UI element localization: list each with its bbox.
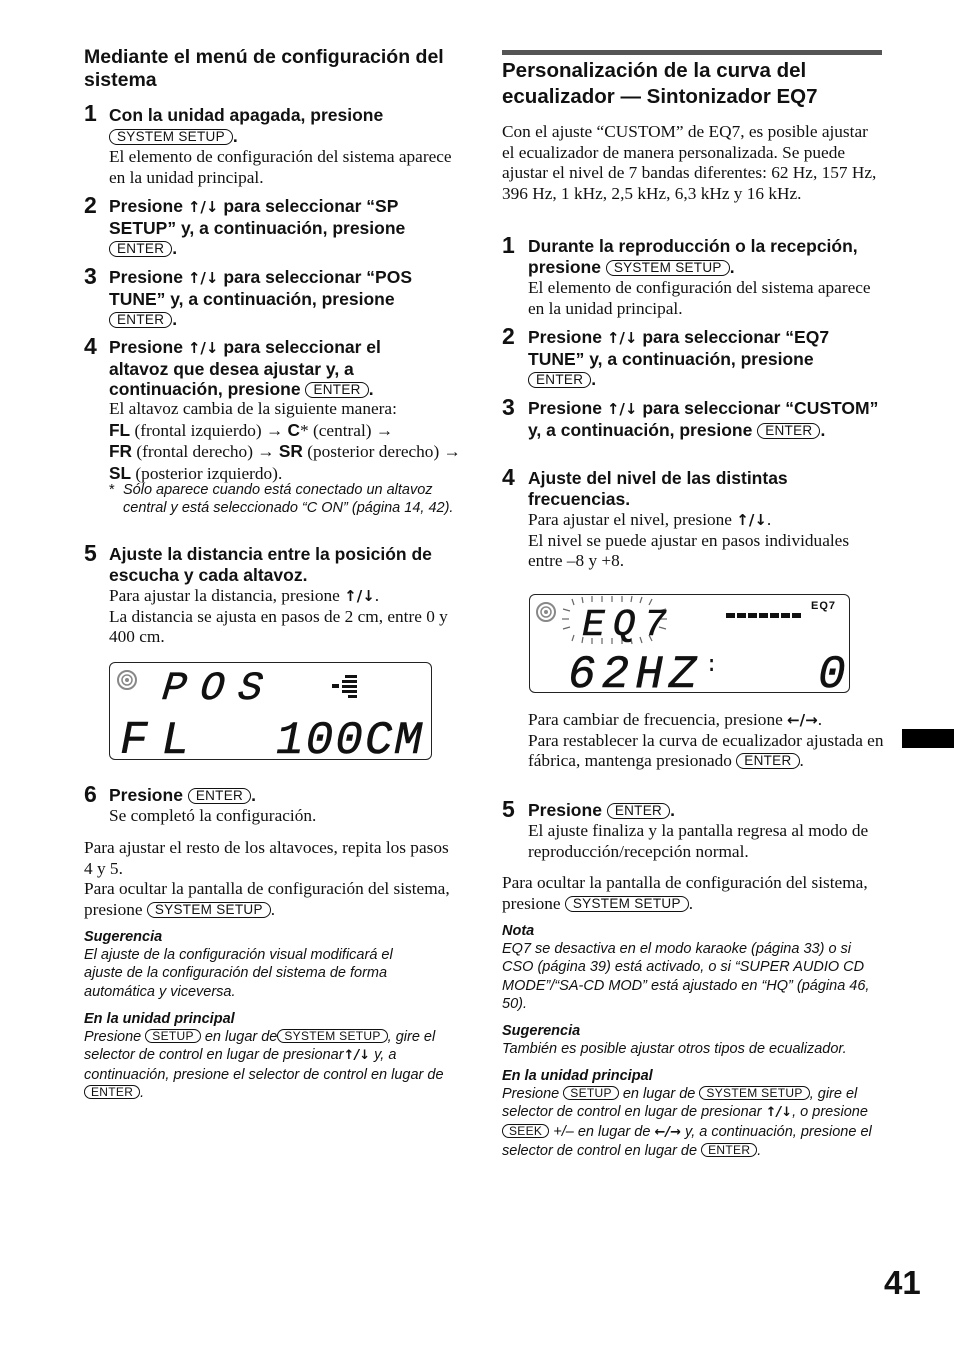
tip-heading: Sugerencia	[84, 929, 163, 945]
step-body: El ajuste finaliza y la pantalla regresa al modo de reproducción/recepción normal.	[528, 821, 869, 861]
unit-part: , o presione	[792, 1104, 868, 1121]
up-down-arrows-icon: ↑/↓	[343, 1048, 371, 1064]
left-right-arrows-icon: ←/→	[787, 711, 818, 729]
up-down-arrows-icon: ↑/↓	[344, 587, 375, 605]
step-title: Ajuste del nivel de las distintas frecuencias.	[528, 468, 788, 509]
step-number: 4	[84, 333, 97, 359]
unit-part: en lugar de	[622, 1086, 696, 1102]
note-heading: Nota	[502, 923, 535, 939]
step-punct: .	[232, 125, 238, 146]
step-number: 2	[84, 192, 97, 218]
paragraph	[84, 879, 459, 920]
step-title: Ajuste la distancia entre la posición de escucha y cada altavoz.	[109, 544, 432, 585]
step-punct: .	[817, 710, 823, 729]
section-heading: Personalización de la curva del ecualizador — Sintonizador EQ7	[502, 59, 818, 108]
step-punct: .	[820, 419, 826, 440]
step-number: 4	[502, 464, 515, 490]
dash-bars-icon	[726, 613, 801, 618]
system-setup-key: SYSTEM SETUP	[147, 902, 271, 918]
step-text: Presione	[528, 398, 602, 418]
step-text: Presione	[528, 800, 602, 820]
sequence-arrow: →	[375, 420, 394, 440]
step-title	[109, 785, 256, 806]
speaker-desc: (frontal izquierdo)	[134, 420, 262, 440]
step-text: Durante la reproducción o la recepción, presione	[528, 236, 858, 277]
up-down-arrows-icon: ↑/↓	[736, 511, 767, 529]
step-text: Para restablecer la curva de ecualizador ajustada en fábrica, mantenga presionado	[528, 730, 884, 770]
lcd-line-2-right: 0	[818, 649, 846, 692]
step-text: para seleccionar “CUSTOM” y, a continuación, presione	[528, 398, 879, 440]
step-text: para seleccionar “EQ7 TUNE” y, a continuación, presione	[528, 327, 830, 369]
unit-part: , gire el selector de control en lugar de presionar	[84, 1029, 436, 1064]
unit-part: Presione	[84, 1029, 142, 1045]
unit-part: y, a continuación, presione el selector de control en lugar de	[502, 1123, 872, 1159]
system-setup-key: SYSTEM SETUP	[606, 260, 730, 276]
step-body: El elemento de configuración del sistema aparece en la unidad principal.	[528, 278, 871, 318]
step-text: para seleccionar “SP SETUP” y, a continuación, presione	[109, 196, 406, 238]
step-text: Presione	[109, 337, 183, 357]
enter-key: ENTER	[607, 803, 670, 819]
enter-key: ENTER	[701, 1143, 757, 1157]
step-text: Con la unidad apagada, presione	[109, 105, 384, 125]
speaker-desc: * (central)	[300, 420, 372, 440]
step-text: Para ajustar la distancia, presione	[109, 586, 340, 605]
speaker-desc: (frontal derecho)	[136, 442, 253, 461]
speaker-desc: (posterior izquierdo).	[135, 463, 283, 483]
tip-text: También es posible ajustar otros tipos de ecualizador.	[502, 1041, 847, 1057]
up-down-arrows-icon: ↑/↓	[606, 400, 638, 418]
sequence-arrow: →	[265, 420, 284, 440]
unit-part: +/– en lugar de	[553, 1123, 651, 1140]
up-down-arrows-icon: ↑/↓	[187, 339, 219, 357]
lcd-line-1: POS	[159, 667, 279, 712]
step-text: para seleccionar el altavoz que desea ajustar y, a continuación, presione	[109, 337, 381, 399]
enter-key: ENTER	[109, 241, 172, 257]
unit-part: Presione	[502, 1086, 560, 1102]
step-title	[109, 196, 459, 259]
unit-part: .	[140, 1084, 145, 1101]
seek-key: SEEK	[502, 1124, 549, 1138]
step-body	[109, 586, 467, 648]
step-number: 2	[502, 323, 515, 349]
speaker-code: SL	[109, 462, 132, 483]
lcd-line-1: EQ7	[582, 604, 675, 647]
system-setup-key: SYSTEM SETUP	[565, 896, 689, 912]
enter-key: ENTER	[757, 423, 820, 439]
enter-key: ENTER	[528, 372, 591, 388]
step-text: Presione	[109, 785, 183, 805]
step-punct: .	[374, 586, 380, 605]
step-number: 5	[84, 540, 97, 566]
step-number: 5	[502, 796, 515, 822]
system-setup-key: SYSTEM SETUP	[699, 1086, 809, 1100]
unit-part: en lugar de	[204, 1029, 278, 1045]
setup-key: SETUP	[145, 1029, 201, 1043]
up-down-arrows-icon: ↑/↓	[606, 329, 638, 347]
page-number: 41	[884, 1264, 921, 1301]
step-text: para seleccionar “POS TUNE” y, a continuación, presione	[109, 267, 413, 309]
disc-icon	[537, 603, 555, 621]
step-punct: .	[172, 238, 178, 258]
up-down-arrows-icon: ↑/↓	[765, 1105, 793, 1121]
tip-text: El ajuste de la configuración visual modificará el ajuste de la configuración del sistema de forma automática y viceversa.	[84, 947, 393, 1000]
unit-heading: En la unidad principal	[502, 1068, 653, 1084]
speaker-code: FR	[109, 441, 133, 461]
tip-heading: Sugerencia	[502, 1023, 581, 1039]
setup-key: SETUP	[563, 1086, 619, 1100]
step-number: 3	[502, 394, 515, 420]
sequence-arrow: →	[257, 442, 275, 461]
step-text: Presione	[109, 267, 183, 287]
step-title	[109, 337, 419, 400]
step-title	[109, 105, 469, 146]
enter-key: ENTER	[736, 753, 799, 769]
step-text: Para ajustar el nivel, presione	[528, 510, 732, 529]
para-text: Para ocultar la pantalla de configuración del sistema, presione	[84, 879, 450, 919]
step-punct: .	[368, 379, 374, 399]
system-setup-key: SYSTEM SETUP	[277, 1029, 387, 1043]
heading-rule	[502, 50, 882, 55]
step-number: 6	[84, 781, 97, 807]
step-title	[528, 800, 675, 821]
lcd-colon: :	[705, 653, 719, 678]
left-right-arrows-icon: ←/→	[654, 1124, 681, 1140]
section-heading: Mediante el menú de configuración del sistema	[84, 46, 444, 91]
step-text: Presione	[528, 327, 602, 347]
unit-text	[502, 1085, 882, 1160]
step-text: Para cambiar de frecuencia, presione	[528, 710, 783, 729]
step-text: El nivel se puede ajustar en pasos individuales entre –8 y +8.	[528, 530, 850, 570]
unit-part: , gire el selector de control en lugar de presionar	[502, 1086, 858, 1121]
para-punct: .	[688, 893, 694, 913]
unit-part: y, a continuación, presione el selector de control en lugar de	[84, 1047, 444, 1083]
step-punct: .	[799, 751, 804, 770]
step-number: 1	[84, 100, 97, 126]
note-text: EQ7 se desactiva en el modo karaoke (página 33) o si CSO (página 39) está activado, o si “SUPER AUDIO CD MODE”/“SA-CD MOD” está ajustado en “HQ” (página 46, 50).	[502, 941, 870, 1012]
step-punct: .	[591, 369, 597, 389]
step-title	[528, 327, 873, 390]
up-down-arrows-icon: ↑/↓	[187, 198, 219, 216]
step-number: 1	[502, 232, 515, 258]
step-body: Se completó la configuración.	[109, 806, 317, 825]
paragraph	[502, 873, 877, 914]
step-title	[528, 398, 886, 440]
step-text: Presione	[109, 196, 183, 216]
step-text: El altavoz cambia de la siguiente manera:	[109, 399, 397, 418]
step-body	[109, 399, 464, 484]
speaker-desc: (posterior derecho)	[307, 442, 440, 461]
step-title	[109, 267, 459, 330]
lcd-display-eq7	[529, 594, 850, 693]
step-punct: .	[172, 309, 178, 329]
step-text: La distancia se ajusta en pasos de 2 cm, entre 0 y 400 cm.	[109, 606, 448, 646]
step-punct: .	[251, 785, 256, 805]
lcd-graphic	[110, 663, 431, 759]
unit-text	[84, 1028, 462, 1102]
lcd-graphic	[530, 595, 849, 692]
unit-part: .	[757, 1142, 762, 1159]
step-punct: .	[729, 256, 735, 277]
system-setup-key: SYSTEM SETUP	[109, 129, 233, 145]
footnote-mark: *	[109, 482, 115, 498]
unit-heading: En la unidad principal	[84, 1011, 235, 1027]
step-body: El elemento de configuración del sistema aparece en la unidad principal.	[109, 147, 452, 187]
speaker-code: FL	[109, 419, 131, 440]
lcd-display-pos	[109, 662, 432, 760]
eq7-badge: EQ7	[811, 600, 837, 612]
para-text: Para ocultar la pantalla de configuración del sistema, presione	[502, 873, 868, 913]
level-bars-icon	[332, 675, 357, 698]
step-number: 3	[84, 263, 97, 289]
side-tab-marker	[902, 729, 954, 748]
disc-icon	[118, 671, 136, 689]
step-body	[528, 710, 884, 772]
speaker-code: C	[287, 419, 301, 440]
step-punct: .	[670, 800, 675, 820]
step-body	[528, 510, 884, 572]
enter-key: ENTER	[305, 382, 368, 398]
enter-key: ENTER	[188, 788, 251, 804]
enter-key: ENTER	[84, 1085, 140, 1099]
lcd-line-2-left: FL	[120, 715, 204, 759]
para-punct: .	[270, 899, 276, 919]
step-punct: .	[766, 510, 772, 529]
paragraph: Para ajustar el resto de los altavoces, repita los pasos 4 y 5.	[84, 838, 449, 878]
enter-key: ENTER	[109, 312, 172, 328]
step-title	[528, 236, 878, 277]
footnote: Sólo aparece cuando está conectado un altavoz central y está seleccionado “C ON” (página 14, 42).	[123, 482, 454, 517]
sequence-arrow: →	[443, 442, 461, 461]
lcd-line-2-right: 100CM	[276, 715, 425, 759]
up-down-arrows-icon: ↑/↓	[187, 269, 219, 287]
speaker-code: SR	[278, 441, 303, 461]
lcd-line-2-left: 62HZ	[568, 649, 703, 692]
intro-paragraph: Con el ajuste “CUSTOM” de EQ7, es posible ajustar el ecualizador de manera personalizada. Se puede ajustar el nivel de 7 bandas diferentes: 62 Hz, 157 Hz, 396 Hz, 1 kHz, 2,5 kHz, 6,3 kHz y 16 kHz.	[502, 122, 877, 203]
